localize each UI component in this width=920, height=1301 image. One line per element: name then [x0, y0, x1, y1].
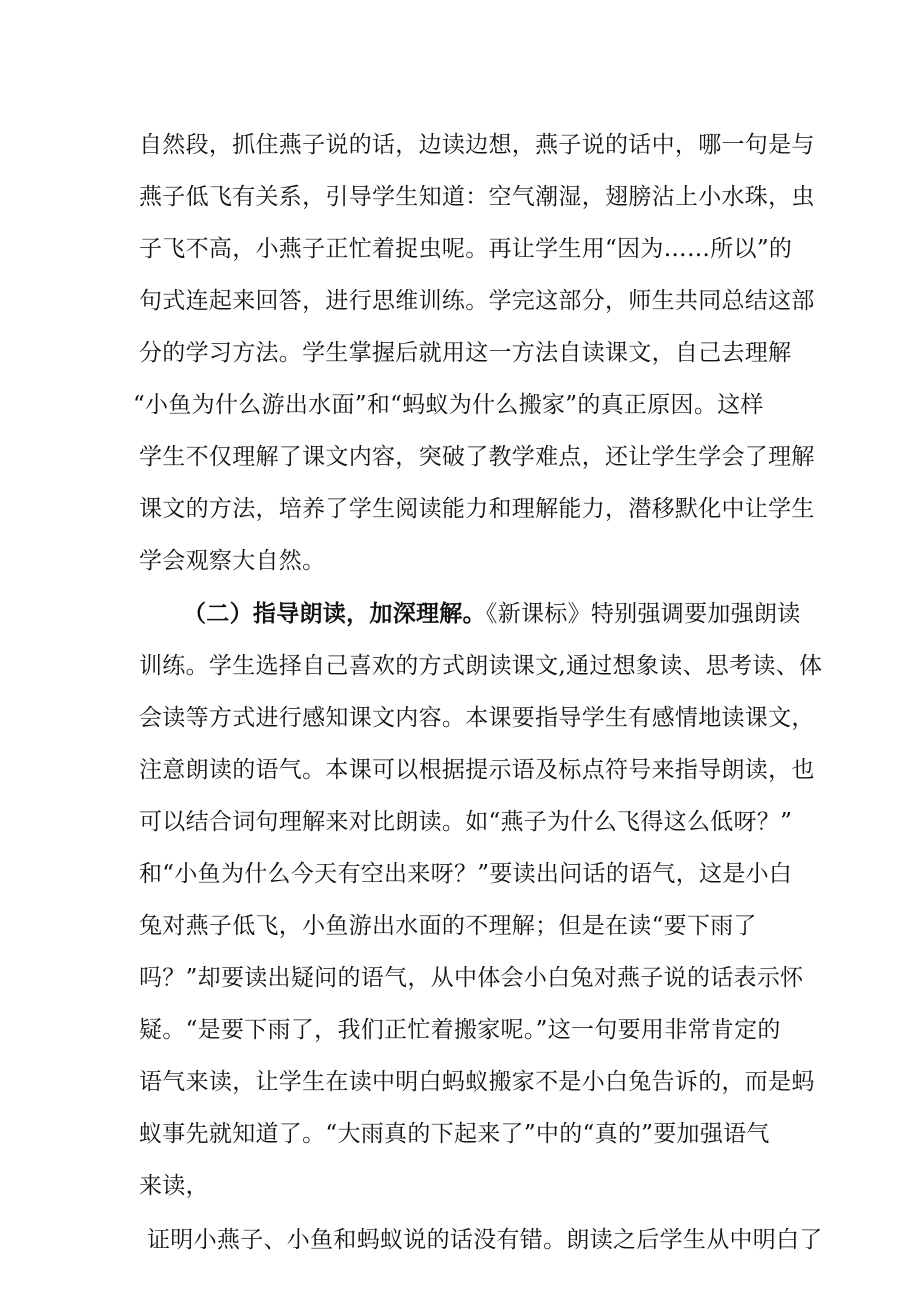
text-line: 学会观察大自然。: [139, 548, 326, 574]
text-line: 子飞不高，小燕子正忙着捉虫呢。再让学生用“因为……所以”的: [139, 236, 793, 262]
section-first-line: [183, 600, 801, 628]
text-line: 吗？”却要读出疑问的语气，从中体会小白兔对燕子说的话表示怀: [139, 965, 804, 991]
text-line: 训练。学生选择自己喜欢的方式朗读课文,通过想象读、思考读、体: [139, 653, 823, 679]
text-line: 疑。“是要下雨了，我们正忙着搬家呢。”这一句要用非常肯定的: [139, 1017, 781, 1043]
text-line: 和“小鱼为什么今天有空出来呀？”要读出问话的语气，这是小白: [139, 861, 793, 887]
text-line: 语气来读，让学生在读中明白蚂蚁搬家不是小白兔告诉的，而是蚂: [139, 1069, 815, 1095]
text-span: 《新课标》特别强调要加强朗读: [485, 601, 801, 627]
section-heading: （二）指导朗读，加深理解。: [183, 600, 486, 627]
text-line: “小鱼为什么游出水面”和“蚂蚁为什么搬家”的真正原因。这样: [133, 392, 764, 418]
text-line: 可以结合词句理解来对比朗读。如“燕子为什么飞得这么低呀？”: [139, 809, 793, 835]
text-line: 自然段，抓住燕子说的话，边读边想，燕子说的话中，哪一句是与: [139, 132, 815, 158]
text-line: 会读等方式进行感知课文内容。本课要指导学生有感情地读课文，: [139, 705, 815, 731]
text-line: 兔对燕子低飞，小鱼游出水面的不理解；但是在读“要下雨了: [139, 913, 757, 939]
text-line: 课文的方法，培养了学生阅读能力和理解能力，潜移默化中让学生: [139, 496, 815, 522]
text-line: 燕子低飞有关系，引导学生知道：空气潮湿，翅膀沾上小水珠，虫: [139, 184, 815, 210]
text-line: 句式连起来回答，进行思维训练。学完这部分，师生共同总结这部: [139, 288, 815, 314]
text-line: 注意朗读的语气。本课可以根据提示语及标点符号来指导朗读，也: [139, 757, 815, 783]
text-line: 证明小燕子、小鱼和蚂蚁说的话没有错。朗读之后学生从中明白了: [147, 1227, 823, 1253]
text-line: 分的学习方法。学生掌握后就用这一方法自读课文，自己去理解: [139, 340, 792, 366]
text-line: 学生不仅理解了课文内容，突破了教学难点，还让学生学会了理解: [139, 444, 815, 470]
text-line: 来读，: [139, 1173, 209, 1199]
text-line: 蚁事先就知道了。“大雨真的下起来了”中的“真的”要加强语气: [139, 1121, 770, 1147]
